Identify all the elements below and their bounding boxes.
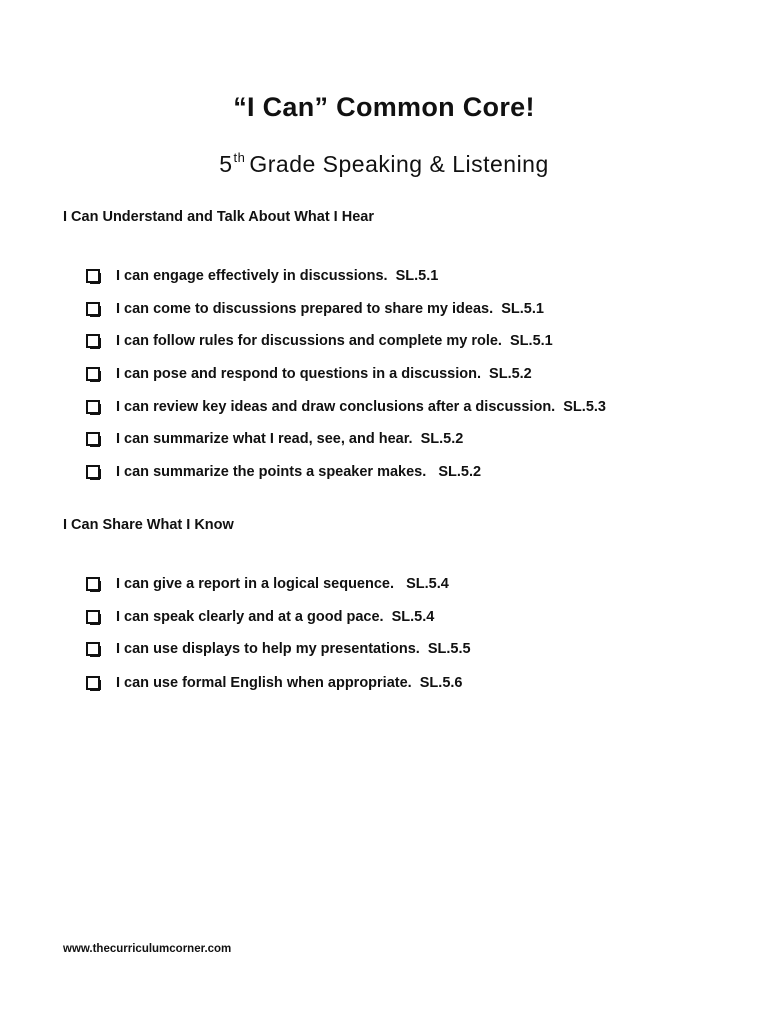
subtitle-text: Grade Speaking & Listening xyxy=(249,151,549,177)
checklist-item[interactable] xyxy=(86,605,434,629)
section-heading-share: I Can Share What I Know xyxy=(63,517,234,533)
checklist-item-text: I can summarize what I read, see, and hear. SL.5.2 xyxy=(116,431,464,447)
checkbox-icon[interactable] xyxy=(86,465,100,479)
checkbox-icon[interactable] xyxy=(86,676,100,690)
checklist-item[interactable] xyxy=(86,395,606,419)
grade-number: 5 xyxy=(219,151,233,177)
checkbox-icon[interactable] xyxy=(86,400,100,414)
checklist-item-text: I can speak clearly and at a good pace. SL.5.4 xyxy=(116,609,435,625)
page-title: “I Can” Common Core! xyxy=(233,92,535,122)
checklist-item-text: I can review key ideas and draw conclusions after a discussion. SL.5.3 xyxy=(116,399,606,415)
checklist-item[interactable] xyxy=(86,297,544,321)
checklist-item-text: I can come to discussions prepared to share my ideas. SL.5.1 xyxy=(116,301,544,317)
checklist-item[interactable] xyxy=(86,637,471,661)
checkbox-icon[interactable] xyxy=(86,367,100,381)
checklist-item[interactable] xyxy=(86,671,462,695)
checklist-item[interactable] xyxy=(86,362,532,386)
checkbox-icon[interactable] xyxy=(86,432,100,446)
checklist-item-text: I can engage effectively in discussions. SL.5.1 xyxy=(116,268,439,284)
checklist-item[interactable] xyxy=(86,329,553,353)
checklist-item[interactable] xyxy=(86,264,438,288)
grade-suffix: th xyxy=(233,150,246,165)
checklist-item-text: I can give a report in a logical sequence. SL.5.4 xyxy=(116,576,449,592)
checkbox-icon[interactable] xyxy=(86,610,100,624)
section-heading-understand: I Can Understand and Talk About What I Hear xyxy=(63,209,374,225)
checklist-item[interactable] xyxy=(86,427,463,451)
checkbox-icon[interactable] xyxy=(86,642,100,656)
checkbox-icon[interactable] xyxy=(86,577,100,591)
checklist-item[interactable] xyxy=(86,460,481,484)
footer-url: www.thecurriculumcorner.com xyxy=(63,943,232,955)
page-subtitle xyxy=(0,150,768,178)
checklist-item-text: I can follow rules for discussions and complete my role. SL.5.1 xyxy=(116,333,553,349)
checklist-item-text: I can use formal English when appropriate. SL.5.6 xyxy=(116,675,463,691)
checklist-item-text: I can pose and respond to questions in a discussion. SL.5.2 xyxy=(116,366,532,382)
checkbox-icon[interactable] xyxy=(86,269,100,283)
checkbox-icon[interactable] xyxy=(86,334,100,348)
checklist-item-text: I can use displays to help my presentations. SL.5.5 xyxy=(116,641,471,657)
checklist-item-text: I can summarize the points a speaker makes. SL.5.2 xyxy=(116,464,482,480)
checklist-item[interactable] xyxy=(86,572,449,596)
checkbox-icon[interactable] xyxy=(86,302,100,316)
